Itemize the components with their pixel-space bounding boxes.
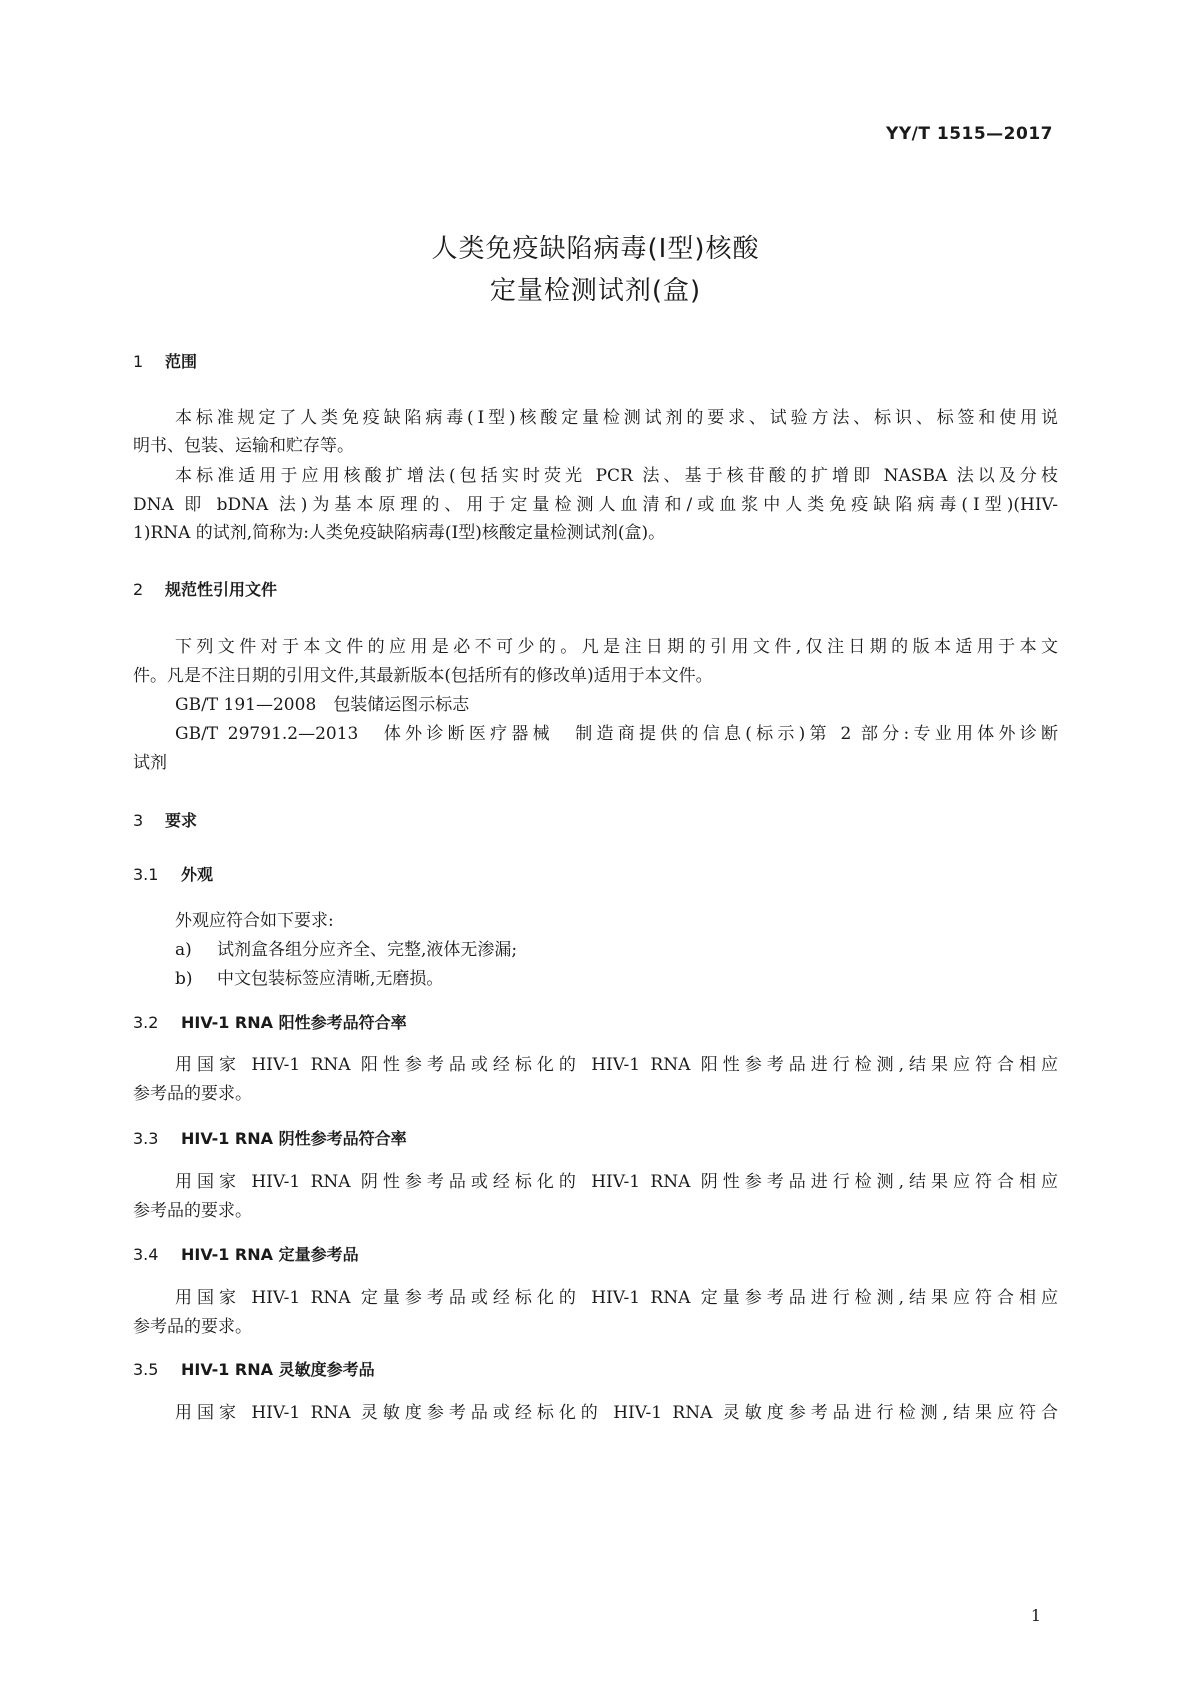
section-3-heading	[133, 808, 197, 831]
reference-item: GB/T 29791.2—2013 体外诊断医疗器械 制造商提供的信息(标示)第 2 部分:专业用体外诊断	[175, 724, 1058, 744]
paragraph-line: 参考品的要求。	[133, 1201, 252, 1221]
paragraph-line: 参考品的要求。	[133, 1084, 252, 1104]
document-title-line-2: 定量检测试剂(盒)	[489, 276, 702, 306]
subsection-number: 3.1	[133, 865, 159, 884]
subsection-title: HIV-1 RNA 灵敏度参考品	[181, 1360, 375, 1379]
subsection-3-3-heading	[133, 1126, 407, 1149]
standard-code: YY/T 1515—2017	[886, 124, 1053, 144]
paragraph-line: 用国家 HIV-1 RNA 阴性参考品或经标化的 HIV-1 RNA 阴性参考品进行检测,结果应符合相应	[175, 1172, 1058, 1192]
subsection-number: 3.2	[133, 1013, 159, 1032]
subsection-3-2-heading	[133, 1010, 407, 1033]
subsection-number: 3.3	[133, 1129, 159, 1148]
subsection-3-5-heading	[133, 1357, 375, 1380]
paragraph-line: 用国家 HIV-1 RNA 阳性参考品或经标化的 HIV-1 RNA 阳性参考品进行检测,结果应符合相应	[175, 1055, 1058, 1075]
page-number: 1	[1030, 1606, 1041, 1625]
section-number: 3	[133, 811, 144, 830]
paragraph-line: 明书、包装、运输和贮存等。	[133, 436, 354, 456]
paragraph-line: 本标准规定了人类免疫缺陷病毒(Ⅰ型)核酸定量检测试剂的要求、试验方法、标识、标签和使用说	[175, 408, 1058, 428]
paragraph-line: 参考品的要求。	[133, 1317, 252, 1337]
paragraph-line: 件。凡是不注日期的引用文件,其最新版本(包括所有的修改单)适用于本文件。	[133, 666, 713, 686]
list-marker: a)	[175, 940, 192, 960]
document-title-line-1: 人类免疫缺陷病毒(Ⅰ型)核酸	[431, 234, 760, 264]
paragraph-line: 外观应符合如下要求:	[175, 911, 334, 931]
paragraph-line: 用国家 HIV-1 RNA 定量参考品或经标化的 HIV-1 RNA 定量参考品进行检测,结果应符合相应	[175, 1288, 1058, 1308]
reference-item: GB/T 191—2008 包装储运图示标志	[175, 695, 470, 715]
section-1-heading	[133, 349, 197, 372]
paragraph-line: DNA 即 bDNA 法)为基本原理的、用于定量检测人血清和/或血浆中人类免疫缺陷病毒(Ⅰ型)(HIV-	[133, 495, 1058, 515]
subsection-title: HIV-1 RNA 阴性参考品符合率	[181, 1129, 407, 1148]
subsection-3-4-heading	[133, 1242, 359, 1265]
subsection-title: 外观	[181, 865, 214, 884]
list-item	[133, 935, 1058, 960]
section-title: 规范性引用文件	[165, 580, 278, 599]
section-number: 2	[133, 580, 144, 599]
subsection-number: 3.4	[133, 1245, 159, 1264]
section-title: 范围	[165, 352, 198, 371]
paragraph-line: 1)RNA 的试剂,简称为:人类免疫缺陷病毒(Ⅰ型)核酸定量检测试剂(盒)。	[133, 523, 666, 543]
paragraph-line: 下列文件对于本文件的应用是必不可少的。凡是注日期的引用文件,仅注日期的版本适用于本文	[175, 637, 1058, 657]
section-2-heading	[133, 577, 277, 600]
subsection-number: 3.5	[133, 1360, 159, 1379]
section-number: 1	[133, 352, 144, 371]
subsection-title: HIV-1 RNA 阳性参考品符合率	[181, 1013, 407, 1032]
subsection-title: HIV-1 RNA 定量参考品	[181, 1245, 359, 1264]
paragraph-line: 用国家 HIV-1 RNA 灵敏度参考品或经标化的 HIV-1 RNA 灵敏度参考品进行检测,结果应符合	[175, 1403, 1058, 1423]
reference-item-continued: 试剂	[133, 753, 167, 773]
list-marker: b)	[175, 969, 193, 989]
paragraph-line: 本标准适用于应用核酸扩增法(包括实时荧光 PCR 法、基于核苷酸的扩增即 NASBA 法以及分枝	[175, 466, 1058, 486]
subsection-3-1-heading	[133, 862, 213, 885]
list-item-text: 试剂盒各组分应齐全、完整,液体无渗漏;	[217, 940, 518, 960]
list-item-text: 中文包装标签应清晰,无磨损。	[217, 969, 444, 989]
section-title: 要求	[165, 811, 198, 830]
list-item	[133, 964, 1058, 989]
